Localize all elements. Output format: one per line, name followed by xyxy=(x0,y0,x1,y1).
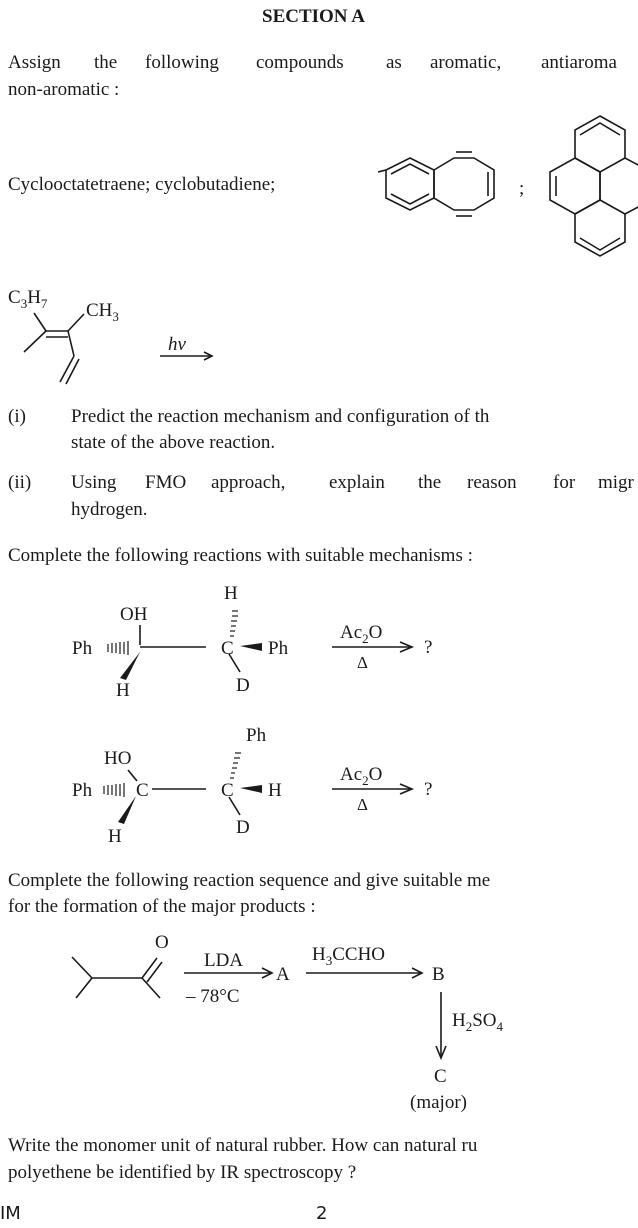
q2-part-ii-label: (ii) xyxy=(8,472,32,493)
q3-r1-reagent: $Ac_2O$ xyxy=(340,622,383,646)
q2-substituent-propyl: $C_3H_7$ xyxy=(8,287,48,311)
q3-r1-ph-left: Ph xyxy=(72,638,93,659)
q3-r2-ph-left: Ph xyxy=(72,780,93,801)
q3-r2-c-left: C xyxy=(136,780,149,801)
q3-r1-h-bottom: H xyxy=(116,680,130,701)
q4-line1: Complete the following reaction sequence and give suitable me xyxy=(8,870,491,891)
q4-reagent-lda: LDA xyxy=(204,950,244,971)
q3-r1-ph-right: Ph xyxy=(268,638,289,659)
q1-word: compounds xyxy=(256,52,344,73)
q3-heading: Complete the following reactions with suitable mechanisms : xyxy=(8,545,473,566)
q3-r2-reagent: $Ac_2O$ xyxy=(340,764,383,788)
q4-oxygen: O xyxy=(155,932,169,953)
page-number: 2 xyxy=(316,1203,328,1224)
q4-line2: for the formation of the major products : xyxy=(8,896,316,917)
q4-reagent-sulfuric-acid: $H_2SO_4$ xyxy=(452,1010,504,1034)
q3-r1-condition: Δ xyxy=(357,653,368,672)
q4-product-note: (major) xyxy=(410,1092,467,1113)
q3-r2-c: C xyxy=(221,780,234,801)
q1-word: aromatic, xyxy=(430,52,502,73)
footer-code: IM xyxy=(0,1203,21,1224)
q1-line2: non-aromatic : xyxy=(8,79,120,100)
q3-r2-product: ? xyxy=(424,779,433,800)
q1-word: as xyxy=(386,52,402,73)
q5-line2: polyethene be identified by IR spectroscopy ? xyxy=(8,1162,357,1183)
q4-reagent-acetaldehyde: $H_3CCHO$ xyxy=(312,944,386,968)
q3-r2-top-ph: Ph xyxy=(246,725,267,746)
exam-page: SECTION A Assign the following compounds as aromatic, antiaroma non-aromatic : Cyclooctatetraene; cyclobutadiene; ; $C_3H_7$ $CH_3$ hν (i) Predict the reaction mechanism and configuration of th state of the above reaction. (ii) Using FMO approach, explain the reason for migr hydrogen. Complete the following reactions with suitable mechanisms : H OH Ph H C Ph D $Ac_2O$ Δ ? Ph HO Ph C H C H D $Ac_2O$ Δ ? Complete the following reaction sequence and give suitable me for the formation of the major products : O LDA – 78°C A $H_3CCHO$ B $H_2SO_4$ C (major) Write the monomer unit of natural rubber. How can natural ru polyethene be identified by IR spectroscopy ? IM 2 xyxy=(0,0,638,1228)
q3-r1-product: ? xyxy=(424,637,433,658)
q1-compounds-text: Cyclooctatetraene; cyclobutadiene; xyxy=(8,174,276,195)
q5-line1: Write the monomer unit of natural rubber. How can natural ru xyxy=(8,1135,478,1156)
q3-r2-d: D xyxy=(236,817,250,838)
q1-word: Assign xyxy=(8,52,61,73)
q3-r1-d: D xyxy=(236,675,250,696)
q1-word: following xyxy=(145,52,219,73)
q2-condition-hv: hν xyxy=(168,334,186,355)
q2-part-i-line2: state of the above reaction. xyxy=(71,432,276,453)
q4-intermediate-b: B xyxy=(432,964,445,985)
q3-r2-ho: HO xyxy=(104,748,132,769)
q3-r1-top-h: H xyxy=(224,583,238,604)
q4-product-c: C xyxy=(434,1066,447,1087)
q4-temp: – 78°C xyxy=(186,986,240,1007)
q3-r1-c: C xyxy=(221,638,234,659)
section-title: SECTION A xyxy=(262,6,365,27)
q2-part-i-label: (i) xyxy=(8,406,26,427)
q1-separator: ; xyxy=(519,178,525,199)
q3-r2-h-bottom: H xyxy=(108,826,122,847)
q2-part-i-line1: Predict the reaction mechanism and configuration of th xyxy=(71,406,490,427)
q2-substituent-methyl: $CH_3$ xyxy=(86,300,119,324)
q1-word: the xyxy=(94,52,118,73)
q1-word: antiaroma xyxy=(541,52,617,73)
q3-r2-h-right: H xyxy=(268,780,282,801)
q2-part-ii-line2: hydrogen. xyxy=(71,499,148,520)
q4-intermediate-a: A xyxy=(276,964,290,985)
q3-r1-oh: OH xyxy=(120,604,148,625)
q3-r2-condition: Δ xyxy=(357,795,368,814)
